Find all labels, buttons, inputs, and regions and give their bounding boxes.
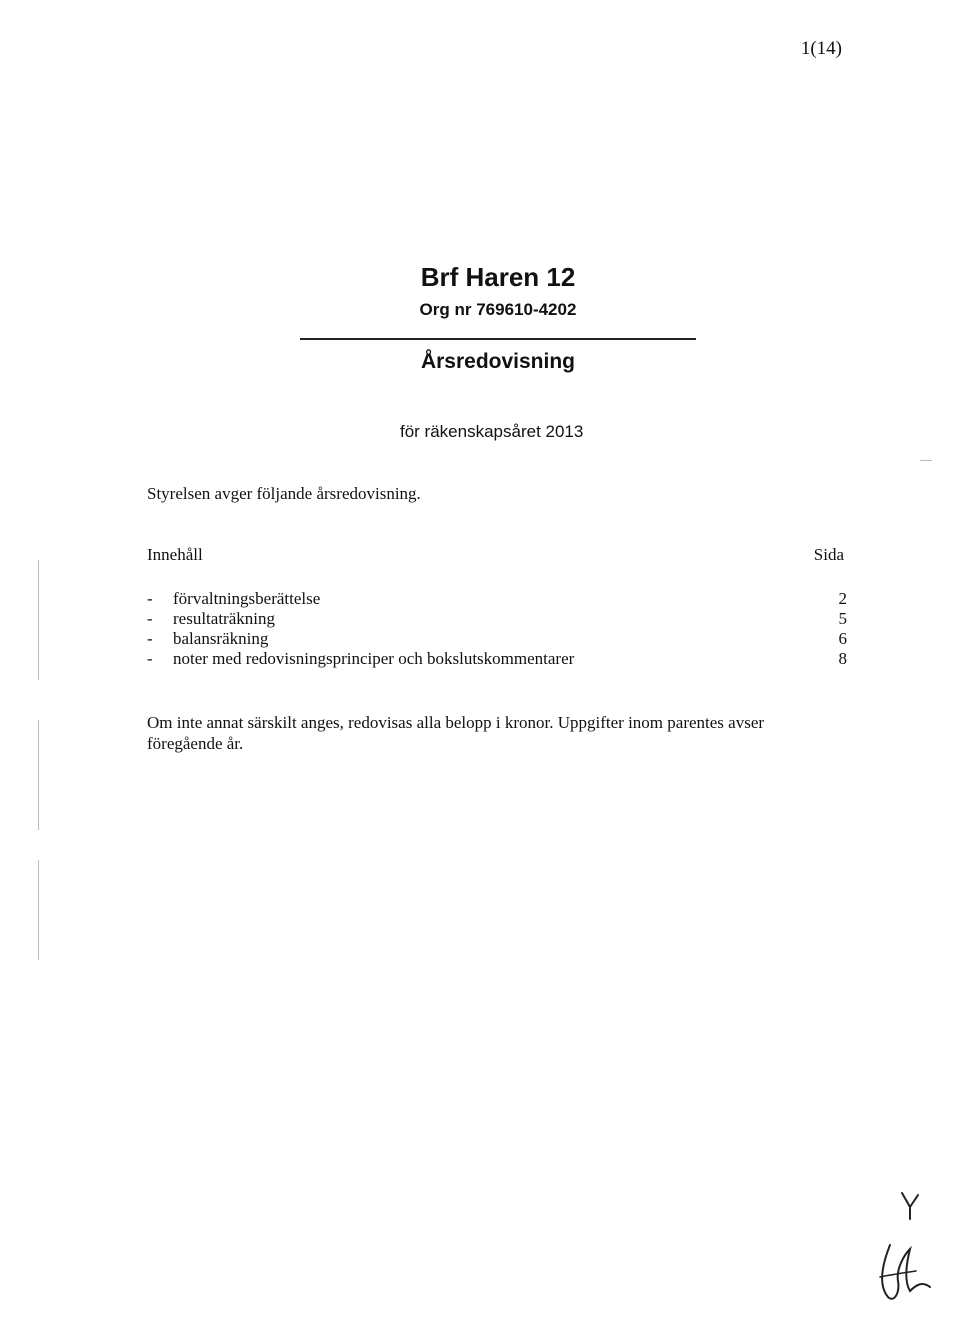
contents-item-dash: -	[147, 609, 153, 628]
contents-item-dash: -	[147, 629, 153, 648]
association-name: Brf Haren 12	[420, 262, 576, 292]
currency-note: Om inte annat särskilt anges, redovisas alla belopp i kronor. Uppgifter inom parentes avser föregående år.	[147, 713, 765, 753]
scan-artifact	[38, 860, 39, 960]
fiscal-year: för räkenskapsåret 2013	[400, 422, 584, 441]
contents-item-page: 2	[838, 589, 847, 608]
contents-item	[147, 629, 847, 649]
contents-item-label: balansräkning	[173, 629, 269, 648]
contents-item-label: resultaträkning	[173, 609, 275, 628]
handwritten-signature	[860, 1185, 940, 1305]
contents-item	[147, 609, 847, 629]
contents-list	[147, 589, 847, 669]
contents-item-page: 6	[838, 629, 847, 648]
contents-item-page: 5	[838, 609, 847, 628]
contents-page-heading: Sida	[813, 545, 844, 564]
org-number: Org nr 769610-4202	[419, 300, 577, 319]
contents-item-label: noter med redovisningsprinciper och bokslutskommentarer	[173, 649, 575, 668]
scan-artifact	[920, 460, 932, 461]
contents-item-page: 8	[838, 649, 847, 668]
page-number: 1(14)	[800, 38, 842, 59]
intro-text: Styrelsen avger följande årsredovisning.	[147, 484, 421, 503]
scan-artifact	[38, 720, 39, 830]
contents-item	[147, 649, 847, 669]
title-divider	[300, 338, 696, 340]
contents-item-label: förvaltningsberättelse	[173, 589, 321, 608]
contents-item-dash: -	[147, 649, 153, 668]
contents-item-dash: -	[147, 589, 153, 608]
contents-item	[147, 589, 847, 609]
document-title: Årsredovisning	[420, 350, 576, 373]
contents-heading: Innehåll	[147, 545, 203, 564]
scan-artifact	[38, 560, 39, 680]
